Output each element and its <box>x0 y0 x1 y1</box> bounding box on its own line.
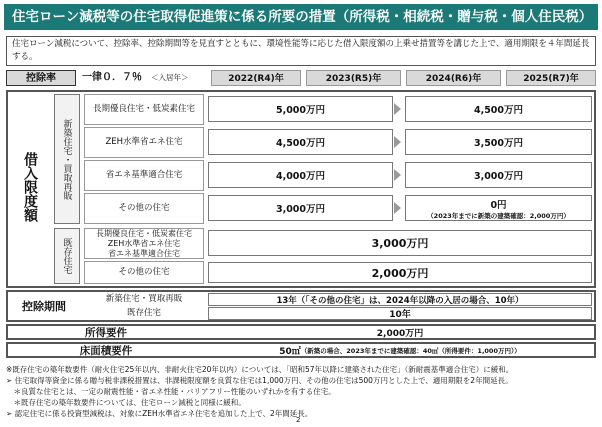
loan-limit-label: 借入限度額 <box>22 152 38 222</box>
rate-label: 控除率 <box>6 70 76 86</box>
existing-housing-label: 既存住宅 <box>54 228 80 284</box>
deduction-period-label: 控除期間 <box>22 300 66 313</box>
footnote: ※既存住宅の築年数要件（耐火住宅25年以内、非耐火住宅20年以内）については、「昭和57年以降に建築された住宅」（新耐震基準適合住宅）に緩和。 <box>6 365 514 374</box>
footnotes <box>6 364 598 419</box>
category-long-term: 長期優良住宅・低炭素住宅 <box>84 94 204 125</box>
category-zeh: ZEH水準省エネ住宅 <box>84 127 204 158</box>
arrow-right-icon <box>394 202 401 214</box>
limit-existing-other: 2,000万円 <box>208 262 592 283</box>
arrow-right-icon <box>394 103 401 115</box>
category-energy-standard: 省エネ基準適合住宅 <box>84 160 204 191</box>
limit-zeh-2022: 4,500万円 <box>208 129 393 155</box>
limit-energy-standard-2022: 4,000万円 <box>208 162 393 188</box>
category-existing-certified: 長期優良住宅・低炭素住宅 ZEH水準省エネ住宅 省エネ基準適合住宅 <box>84 228 204 259</box>
year-2023: 2023(R5)年 <box>306 70 401 86</box>
intro-text: 住宅ローン減税について、控除率、控除期間等を見直すとともに、環境性能等に応じた借入限度額の上乗せ措置等を講じた上で、適用期限を４年間延長する。 <box>6 36 596 66</box>
category-other-new: その他の住宅 <box>84 193 204 224</box>
arrow-right-icon <box>394 136 401 148</box>
limit-long-term-2024: 4,500万円 <box>405 96 592 122</box>
year-2024: 2024(R6)年 <box>406 70 501 86</box>
floor-area-note: （新築の場合、2023年までに建築確認：40㎡（所得要件：1,000万円）） <box>300 346 521 355</box>
footnote: ＊既存住宅の築年数要件については、住宅ローン減税と同様に緩和。 <box>6 398 246 407</box>
limit-other-new-2024-note: （2023年までに新築の建築確認：2,000万円） <box>427 211 570 220</box>
limit-zeh-2024: 3,500万円 <box>405 129 592 155</box>
period-existing-value: 10年 <box>208 307 592 320</box>
income-requirement-label: 所得要件 <box>85 326 127 339</box>
income-requirement-value: 2,000万円 <box>208 326 592 338</box>
period-existing-label: 既存住宅 <box>84 307 204 320</box>
limit-other-new-2024 <box>405 195 592 221</box>
entry-year-label: ＜入居年＞ <box>151 73 189 82</box>
period-new-label: 新築住宅・買取再販 <box>84 293 204 306</box>
loan-limit-section <box>6 90 596 288</box>
limit-other-new-2022: 3,000万円 <box>208 195 393 221</box>
limit-energy-standard-2024: 3,000万円 <box>405 162 592 188</box>
footnote: ➢ 住宅取得等資金に係る贈与税非課税措置は、非課税限度額を良質な住宅は1,000万円、その他の住宅は500万円とした上で、適用期限を2年間延長。 <box>6 376 513 385</box>
category-existing-other: その他の住宅 <box>84 261 204 284</box>
floor-area-row <box>6 342 596 358</box>
deduction-period-section <box>6 290 596 322</box>
floor-area-value <box>208 344 592 356</box>
period-new-value: 13年（「その他の住宅」は、2024年以降の入居の場合、10年） <box>208 293 592 306</box>
arrow-right-icon <box>394 169 401 181</box>
new-housing-label: 新築住宅・買取再販 <box>54 94 80 224</box>
limit-other-new-2024-value: 0円 <box>490 199 507 211</box>
income-requirement-row <box>6 324 596 340</box>
floor-area-main: 50㎡ <box>279 346 301 357</box>
page-number: 2 <box>296 416 301 424</box>
limit-existing-certified: 3,000万円 <box>208 230 592 256</box>
footnote: ＊良質な住宅とは、一定の耐震性能・省エネ性能・バリアフリー性能のいずれかを有する住宅。 <box>6 387 336 396</box>
rate-value: 一律０．７％ <box>82 72 142 83</box>
header-row <box>6 70 596 86</box>
limit-long-term-2022: 5,000万円 <box>208 96 393 122</box>
floor-area-label: 床面積要件 <box>79 344 133 357</box>
page-title: 住宅ローン減税等の住宅取得促進策に係る所要の措置（所得税・相続税・贈与税・個人住民税） <box>4 4 598 30</box>
footnote: ➢ 認定住宅に係る投資型減税は、対象にZEH水準省エネ住宅を追加した上で、2年間延長。 <box>6 409 313 418</box>
year-2025: 2025(R7)年 <box>506 70 596 86</box>
year-2022: 2022(R4)年 <box>211 70 301 86</box>
